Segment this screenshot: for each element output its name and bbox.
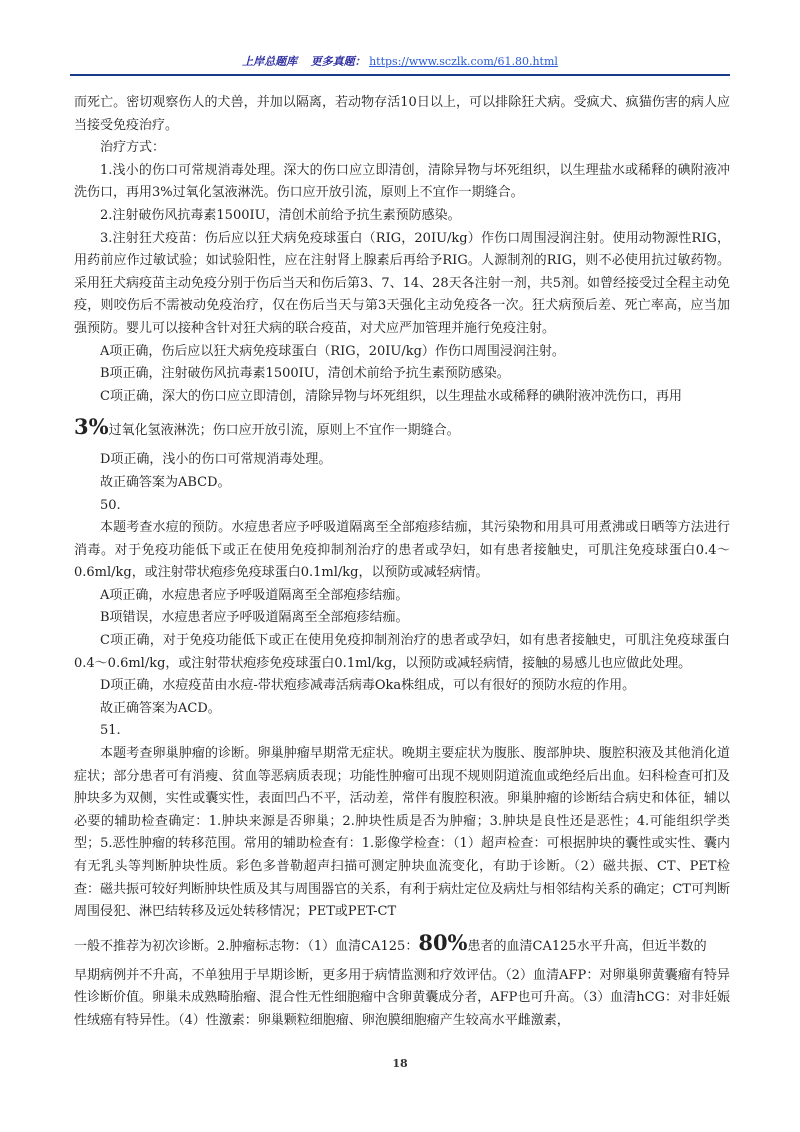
- source-link[interactable]: https://www.sczlk.com/61.80.html: [369, 55, 558, 68]
- paragraph: B项错误，水痘患者应予呼吸道隔离至全部疱疹结痂。: [100, 610, 409, 626]
- paragraph: A项正确，水痘患者应予呼吸道隔离至全部疱疹结痂。: [100, 587, 409, 603]
- document-body: [74, 92, 730, 1033]
- page-number: 18: [392, 1057, 408, 1070]
- paragraph: C项正确，深大的伤口应立即清创，清除异物与坏死组织，以生理盐水或稀释的碘附液冲洗伤口，再用: [100, 388, 682, 404]
- paragraph: 本题考查水痘的预防。水痘患者应予呼吸道隔离至全部疱疹结痂，其污染物和用具可用煮沸或日晒等方法进行消毒。对于免疫功能低下或正在使用免疫抑制剂治疗的患者或孕妇，如有患者接触史，可肌注免疫球蛋白0.4～0.6ml/kg，或注射带状疱疹免疫球蛋白0.1ml/kg，以预防或减轻病情。: [74, 520, 730, 581]
- paragraph: 1.浅小的伤口可常规消毒处理。深大的伤口应立即清创，清除异物与坏死组织，以生理盐水或稀释的碘附液冲洗伤口，再用3%过氧化氢液淋洗。伤口应开放引流，原则上不宜作一期缝合。: [74, 162, 730, 201]
- paragraph: 本题考查卵巢肿瘤的诊断。卵巢肿瘤早期常无症状。晚期主要症状为腹胀、腹部肿块、腹腔积液及其他消化道症状；部分患者可有消瘦、贫血等恶病质表现；功能性肿瘤可出现不规则阴道流血或绝经后出血。妇科检查可扪及肿块多为双侧，实性或囊实性，表面凹凸不平，活动差，常伴有腹腔积液。卵巢肿瘤的诊断结合病史和体征，辅以必要的辅助检查确定：1.肿块来源是否卵巢；2.肿块性质是否为肿瘤；3.肿块是良性还是恶性；4.可能组织学类型；5.恶性肿瘤的转移范围。常用的辅助检查有：1.影像学检查：（1）超声检查：可根据肿块的囊性或实性、囊内有无乳头等判断肿块性质。彩色多普勒超声扫描可测定肿块血流变化，有助于诊断。（2）磁共振、CT、PET检查：磁共振可较好判断肿块性质及其与周围器官的关系，有利于病灶定位及病灶与相邻结构关系的确定；CT可判断周围侵犯、淋巴结转移及远处转移情况；PET或PET-CT: [74, 746, 730, 920]
- paragraph: A项正确，伤后应以狂犬病免疫球蛋白（RIG，20IU/kg）作伤口周围浸润注射。: [100, 343, 565, 359]
- paragraph: C项正确，对于免疫功能低下或正在使用免疫抑制剂治疗的患者或孕妇，如有患者接触史，可肌注免疫球蛋白0.4～0.6ml/kg，或注射带状疱疹免疫球蛋白0.1ml/kg，以预防或减轻病情，接触的易感儿也应做此处理。: [74, 633, 730, 671]
- paragraph: 3%过氧化氢液淋洗；伤口应开放引流，原则上不宜作一期缝合。: [74, 414, 460, 440]
- paragraph: 一般不推荐为初次诊断。2.肿瘤标志物：（1）血清CA125：80%患者的血清CA125水平升高，但近半数的: [74, 929, 707, 955]
- question-number: 51.: [100, 723, 121, 739]
- paragraph: 而死亡。密切观察伤人的犬兽，并加以隔离，若动物存活10日以上，可以排除狂犬病。受疯犬、疯猫伤害的病人应当接受免疫治疗。: [74, 95, 730, 133]
- paragraph: B项正确，注射破伤风抗毒素1500IU，清创术前给予抗生素预防感染。: [100, 366, 510, 382]
- paragraph: 3.注射狂犬疫苗：伤后应以狂犬病免疫球蛋白（RIG，20IU/kg）作伤口周围浸润注射。使用动物源性RIG，用药前应作过敏试验；如试验阳性，应在注射肾上腺素后再给予RIG。人源制剂的RIG，则不必使用抗过敏药物。采用狂犬病疫苗主动免疫分别于伤后当天和伤后第3、7、14、28天各注射一剂，共5剂。如曾经接受过全程主动免疫，则咬伤后不需被动免疫治疗，仅在伤后当天与第3天强化主动免疫各一次。狂犬病预后差、死亡率高，应当加强预防。婴儿可以接种含针对狂犬病的联合疫苗，对犬应严加管理并施行免疫注射。: [74, 230, 730, 336]
- paragraph: D项正确，水痘疫苗由水痘-带状疱疹减毒活病毒Oka株组成，可以有很好的预防水痘的作用。: [100, 678, 636, 694]
- paragraph: 早期病例并不升高，不单独用于早期诊断，更多用于病情监测和疗效评估。（2）血清AFP：对卵巢卵黄囊瘤有特异性诊断价值。卵巢未成熟畸胎瘤、混合性无性细胞瘤中含卵黄囊成分者，AFP也可升高。（3）血清hCG：对非妊娠性绒癌有特异性。（4）性激素：卵巢颗粒细胞瘤、卵泡膜细胞瘤产生较高水平雌激素，: [74, 967, 730, 1028]
- question-number: 50.: [100, 497, 121, 513]
- more-label: 更多真题：: [310, 55, 366, 68]
- paragraph: 故正确答案为ACD。: [100, 700, 221, 716]
- paragraph: 2.注射破伤风抗毒素1500IU，清创术前给予抗生素预防感染。: [100, 207, 461, 223]
- paragraph: 治疗方式：: [100, 140, 166, 156]
- paragraph: D项正确，浅小的伤口可常规消毒处理。: [100, 452, 332, 468]
- page-header: [70, 52, 730, 76]
- site-name: 上岸总题库: [242, 55, 298, 68]
- paragraph: 故正确答案为ABCD。: [100, 474, 231, 490]
